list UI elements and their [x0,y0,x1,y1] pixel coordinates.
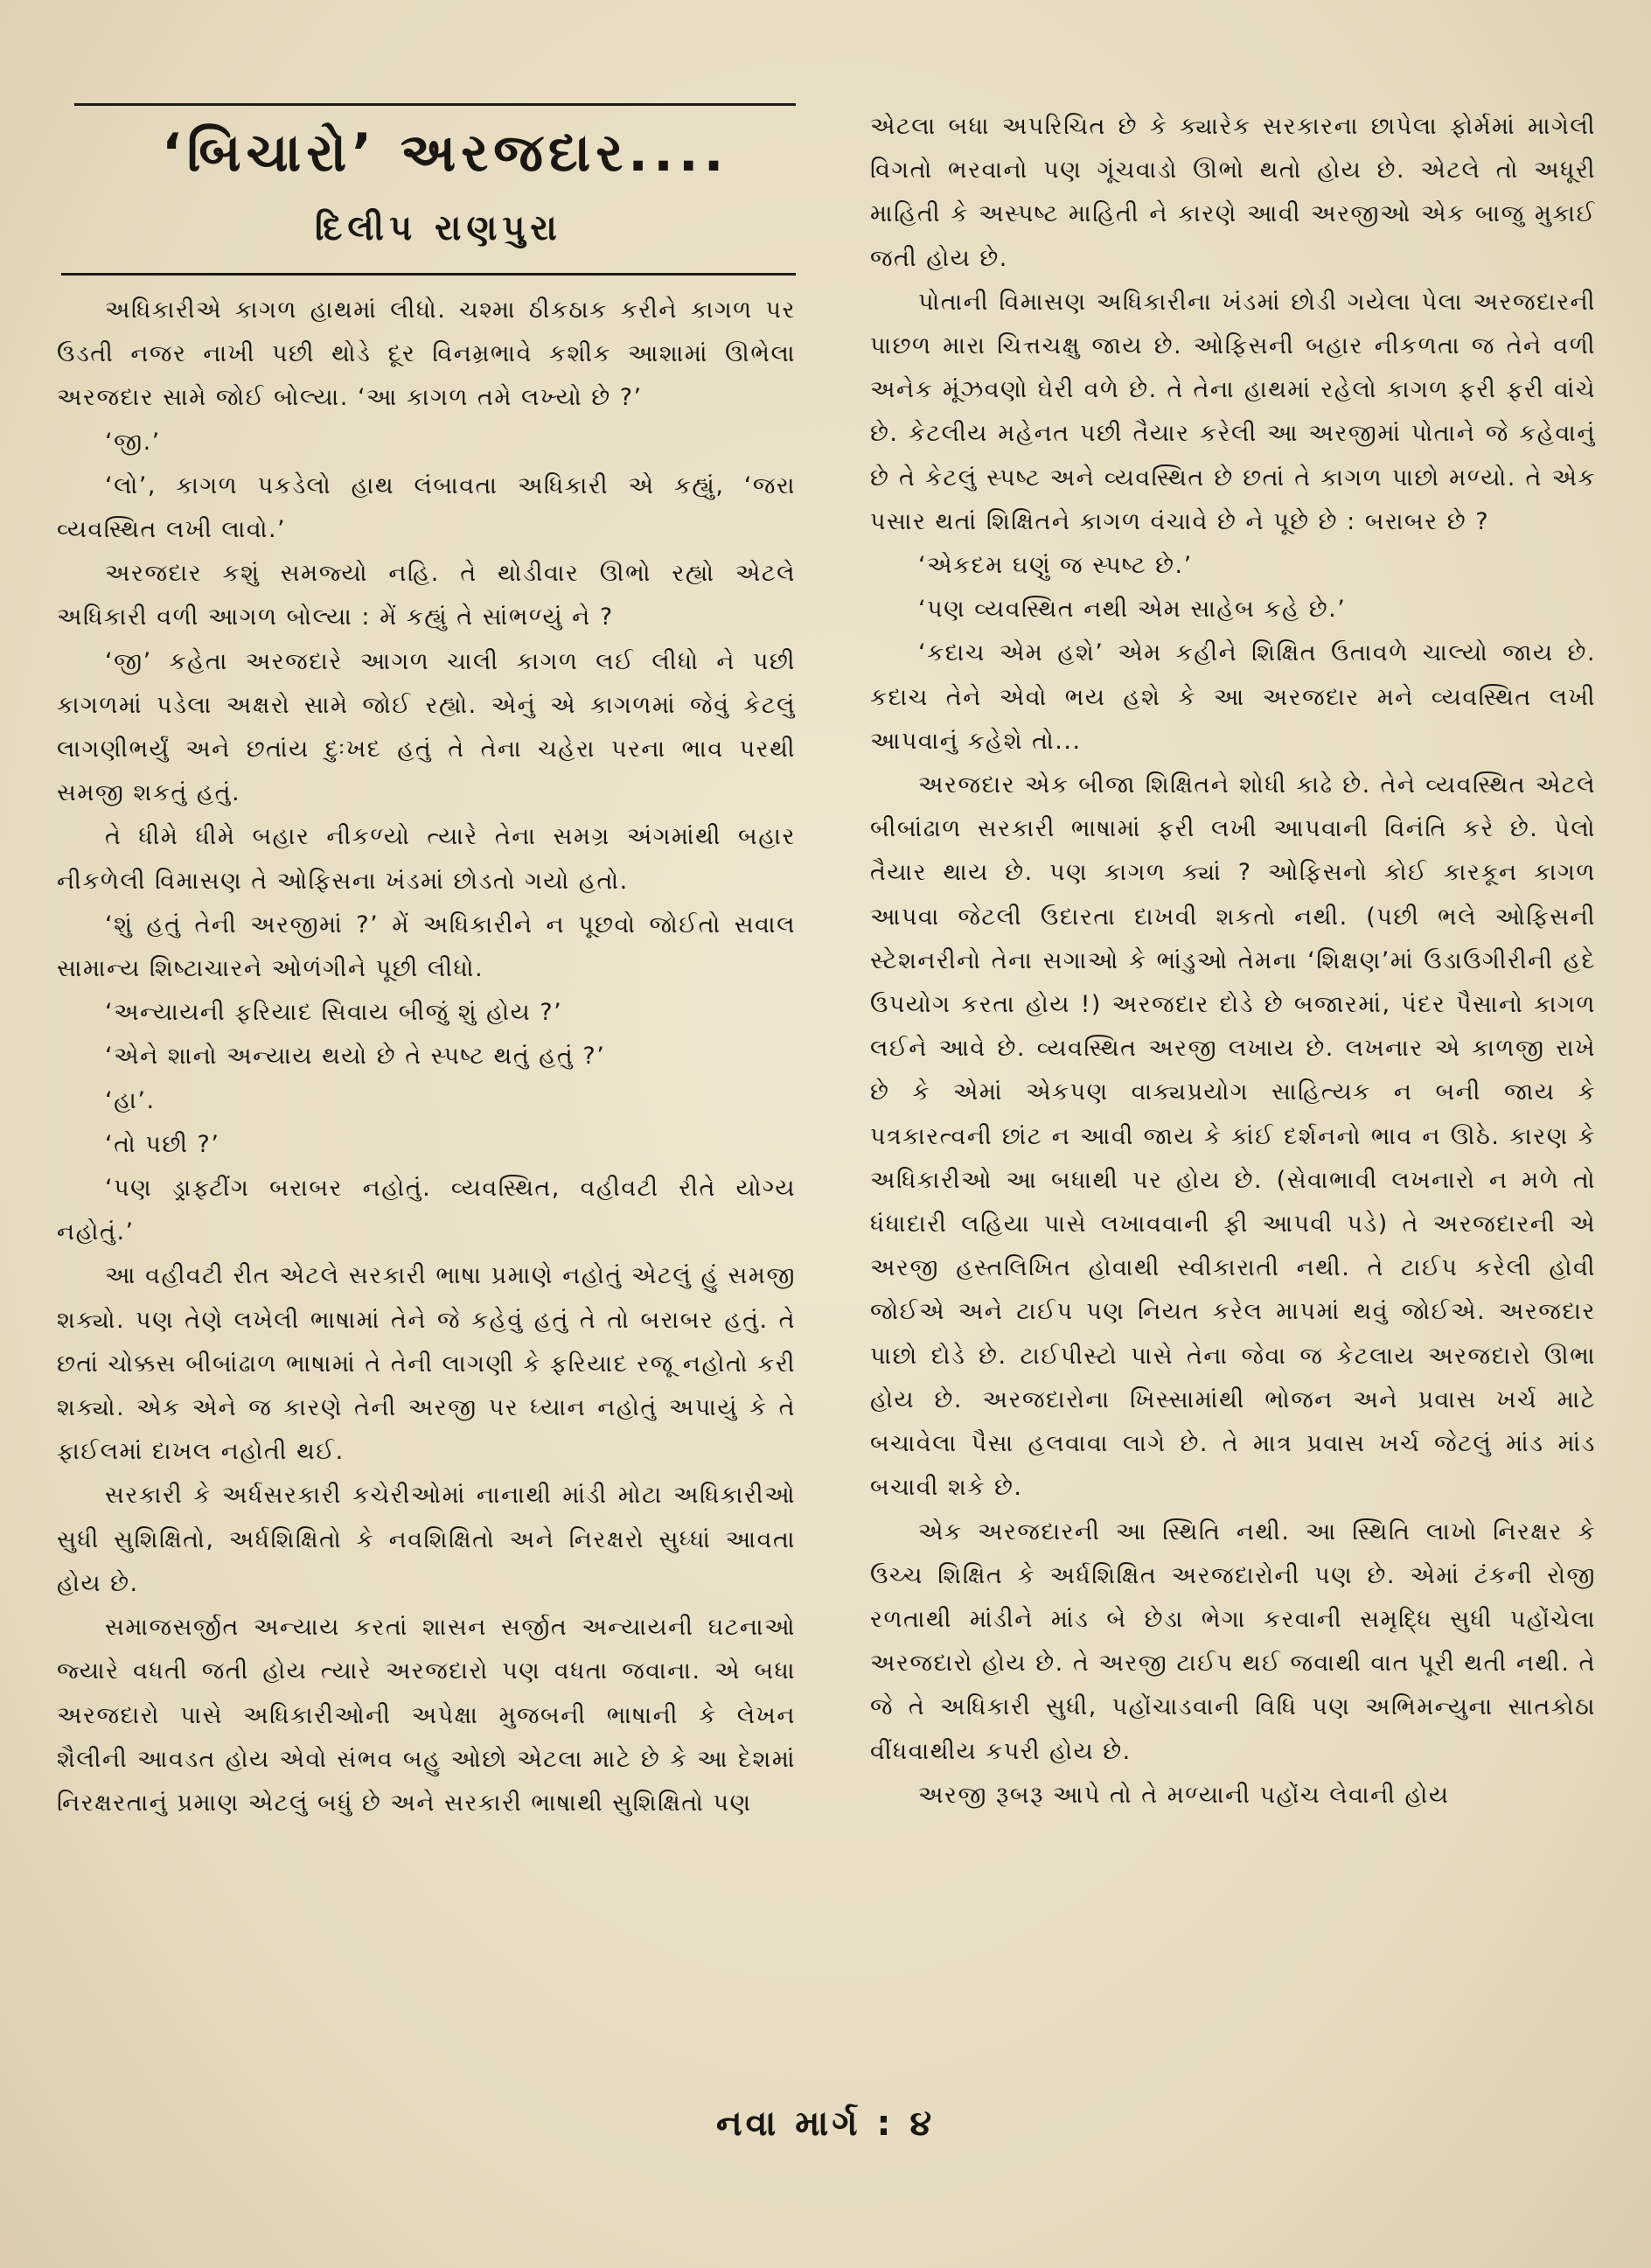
paragraph: સમાજસર્જીત અન્યાય કરતાં શાસન સર્જીત અન્યાયની ઘટનાઓ જ્યારે વધતી જતી હોય ત્યારે અરજદારો પણ વધતા જવાના. એ બધા અરજદારો પાસે અધિકારીઓની અપેક્ષા મુજબની ભાષાની કે લેખન શૈલીની આવડત હોય એવો સંભવ બહુ ઓછો એટલા માટે છે કે આ દેશમાં નિરક્ષરતાનું પ્રમાણ એટલું બધું છે અને સરકારી ભાષાથી સુશિક્ષિતો પણ [57,1614,796,1817]
top-divider [74,103,796,106]
paragraph: તે ધીમે ધીમે બહાર નીકળ્યો ત્યારે તેના સમગ્ર અંગમાંથી બહાર નીકળેલી વિમાસણ તે ઓફિસના ખંડમાં છોડતો ગયો હતો. [57,823,796,895]
paragraph: અરજદાર કશું સમજ્યો નહિ. તે થોડીવાર ઊભો રહ્યો એટલે અધિકારી વળી આગળ બોલ્યા : મેં કહ્યું તે સાંભળ્યું ને ? [57,560,796,632]
right-column [870,105,1596,1818]
paragraph: ‘એને શાનો અન્યાય થયો છે તે સ્પષ્ટ થતું હતું ?’ [105,1043,606,1071]
paragraph: ‘કદાચ એમ હશે’ એમ કહીને શિક્ષિત ઉતાવળે ચાલ્યો જાય છે. કદાચ તેને એવો ભય હશે કે આ અરજદાર મને વ્યવસ્થિત લખી આપવાનું કહેશે તો... [870,639,1596,755]
paragraph: ‘હા’. [105,1086,156,1114]
paragraph: ‘અન્યાયની ફરિયાદ સિવાય બીજું શું હોય ?’ [105,999,563,1027]
paragraph: અધિકારીએ કાગળ હાથમાં લીધો. ચશ્મા ઠીકઠાક કરીને કાગળ પર ઉડતી નજર નાખી પછી થોડે દૂર વિનમ્રભાવે કશીક આશામાં ઊભેલા અરજદાર સામે જોઈ બોલ્યા. ‘આ કાગળ તમે લખ્યો છે ?’ [57,297,796,412]
paragraph: અરજી રૂબરૂ આપે તો તે મળ્યાની પહોંચ લેવાની હોય [918,1781,1450,1809]
paragraph: સરકારી કે અર્ધસરકારી કચેરીઓમાં નાનાથી માંડી મોટા અધિકારીઓ સુધી સુશિક્ષિતો, અર્ધશિક્ષિતો કે નવશિક્ષિતો અને નિરક્ષરો સુધ્ધાં આવતા હોય છે. [57,1482,796,1597]
article-author: દિલીપ રાણપુરા [315,208,562,248]
paragraph: ‘તો પછી ?’ [105,1130,220,1158]
paragraph: એક અરજદારની આ સ્થિતિ નથી. આ સ્થિતિ લાખો નિરક્ષર કે ઉચ્ચ શિક્ષિત કે અર્ધશિક્ષિત અરજદારોની પણ છે. એમાં ટંકની રોજી રળતાથી માંડીને માંડ બે છેડા ભેગા કરવાની સમૃદ્ધિ સુધી પહોંચેલા અરજદારો હોય છે. તે અરજી ટાઈપ થઈ જવાથી વાત પૂરી થતી નથી. તે જે તે અધિકારી સુધી, પહોંચાડવાની વિધિ પણ અભિમન્યુના સાતકોઠા વીંધવાથીય કપરી હોય છે. [870,1518,1596,1765]
page-footer: નવા માર્ગ : ૪ [715,2104,936,2144]
byline-divider [61,273,796,276]
paragraph: એટલા બધા અપરિચિત છે કે ક્યારેક સરકારના છાપેલા ફોર્મમાં માગેલી વિગતો ભરવાનો પણ ગૂંચવાડો ઊભો થતો હોય છે. એટલે તો અધૂરી માહિતી કે અસ્પષ્ટ માહિતી ને કારણે આવી અરજીઓ એક બાજુ મુકાઈ જતી હોય છે. [870,113,1596,272]
paragraph: ‘એકદમ ઘણું જ સ્પષ્ટ છે.’ [918,552,1193,580]
paragraph: ‘જી’ કહેતા અરજદારે આગળ ચાલી કાગળ લઈ લીધો ને પછી કાગળમાં પડેલા અક્ષરો સામે જોઈ રહ્યો. એનું એ કાગળમાં જેવું કેટલું લાગણીભર્યું અને છતાંય દુઃખદ હતું તે તેના ચહેરા પરના ભાવ પરથી સમજી શકતું હતું. [57,647,796,807]
paragraph: પોતાની વિમાસણ અધિકારીના ખંડમાં છોડી ગયેલા પેલા અરજદારની પાછળ મારા ચિત્તચક્ષુ જાય છે. ઓફિસની બહાર નીકળતા જ તેને વળી અનેક મૂંઝવણો ઘેરી વળે છે. તે તેના હાથમાં રહેલો કાગળ ફરી ફરી વાંચે છે. કેટલીય મહેનત પછી તૈયાર કરેલી આ અરજીમાં પોતાને જે કહેવાનું છે તે કેટલું સ્પષ્ટ અને વ્યવસ્થિત છે છતાં તે કાગળ પાછો મળ્યો. તે એક પસાર થતાં શિક્ષિતને કાગળ વંચાવે છે ને પૂછે છે : બરાબર છે ? [870,288,1596,535]
paragraph: ‘પણ ડ્રાફ્ટીંગ બરાબર નહોતું. વ્યવસ્થિત, વહીવટી રીતે યોગ્ય નહોતું.’ [57,1175,796,1246]
article-title: ‘બિચારો’ અરજદાર.... [162,122,729,184]
paragraph: ‘જી.’ [105,428,161,456]
paragraph: આ વહીવટી રીત એટલે સરકારી ભાષા પ્રમાણે નહોતું એટલું હું સમજી શક્યો. પણ તેણે લખેલી ભાષામાં તેને જે કહેવું હતું તે તો બરાબર હતું. તે છતાં ચોક્કસ બીબાંઢાળ ભાષામાં તે તેની લાગણી કે ફરિયાદ રજૂ નહોતો કરી શક્યો. એક એને જ કારણે તેની અરજી પર ધ્યાન નહોતું અપાયું કે તે ફાઈલમાં દાખલ નહોતી થઈ. [57,1262,796,1466]
left-column [57,289,796,1825]
paragraph: ‘પણ વ્યવસ્થિત નથી એમ સાહેબ કહે છે.’ [918,596,1347,624]
paragraph: ‘શું હતું તેની અરજીમાં ?’ મેં અધિકારીને ન પૂછવો જોઈતો સવાલ સામાન્ય શિષ્ટાચારને ઓળંગીને પૂછી લીધો. [57,911,796,983]
paragraph: ‘લો’, કાગળ પકડેલો હાથ લંબાવતા અધિકારી એ કહ્યું, ‘જરા વ્યવસ્થિત લખી લાવો.’ [57,471,796,544]
paragraph: અરજદાર એક બીજા શિક્ષિતને શોધી કાઢે છે. તેને વ્યવસ્થિત એટલે બીબાંઢાળ સરકારી ભાષામાં ફરી લખી આપવાની વિનંતિ કરે છે. પેલો તૈયાર થાય છે. પણ કાગળ ક્યાં ? ઓફિસનો કોઈ કારકૂન કાગળ આપવા જેટલી ઉદારતા દાખવી શકતો નથી. (પછી ભલે ઓફિસની સ્ટેશનરીનો તેના સગાઓ કે ભાંડુઓ તેમના ‘શિક્ષણ’માં ઉડાઉગીરીની હદે ઉપયોગ કરતા હોય !) અરજદાર દોડે છે બજારમાં, પંદર પૈસાનો કાગળ લઈને આવે છે. વ્યવસ્થિત અરજી લખાય છે. લખનાર એ કાળજી રાખે છે કે એમાં એકપણ વાક્યપ્રયોગ સાહિત્યક ન બની જાય કે પત્રકારત્વની છાંટ ન આવી જાય કે કાંઈ દર્શનનો ભાવ ન ઊઠે. કારણ કે અધિકારીઓ આ બધાથી પર હોય છે. (સેવાભાવી લખનારો ન મળે તો ધંધાદારી લહિયા પાસે લખાવવાની ફી આપવી પડે) તે અરજદારની એ અરજી હસ્તલિખિત હોવાથી સ્વીકારાતી નથી. તે ટાઈપ કરેલી હોવી જોઈએ અને ટાઈપ પણ નિયત કરેલ માપમાં થવું જોઈએ. અરજદાર પાછો દોડે છે. ટાઈપીસ્ટો પાસે તેના જેવા જ કેટલાય અરજદારો ઊભા હોય છે. અરજદારોના ખિસ્સામાંથી ભોજન અને પ્રવાસ ખર્ચ માટે બચાવેલા પૈસા હલવાવા લાગે છે. તે માત્ર પ્રવાસ ખર્ચ જેટલું માંડ માંડ બચાવી શકે છે. [870,771,1596,1502]
